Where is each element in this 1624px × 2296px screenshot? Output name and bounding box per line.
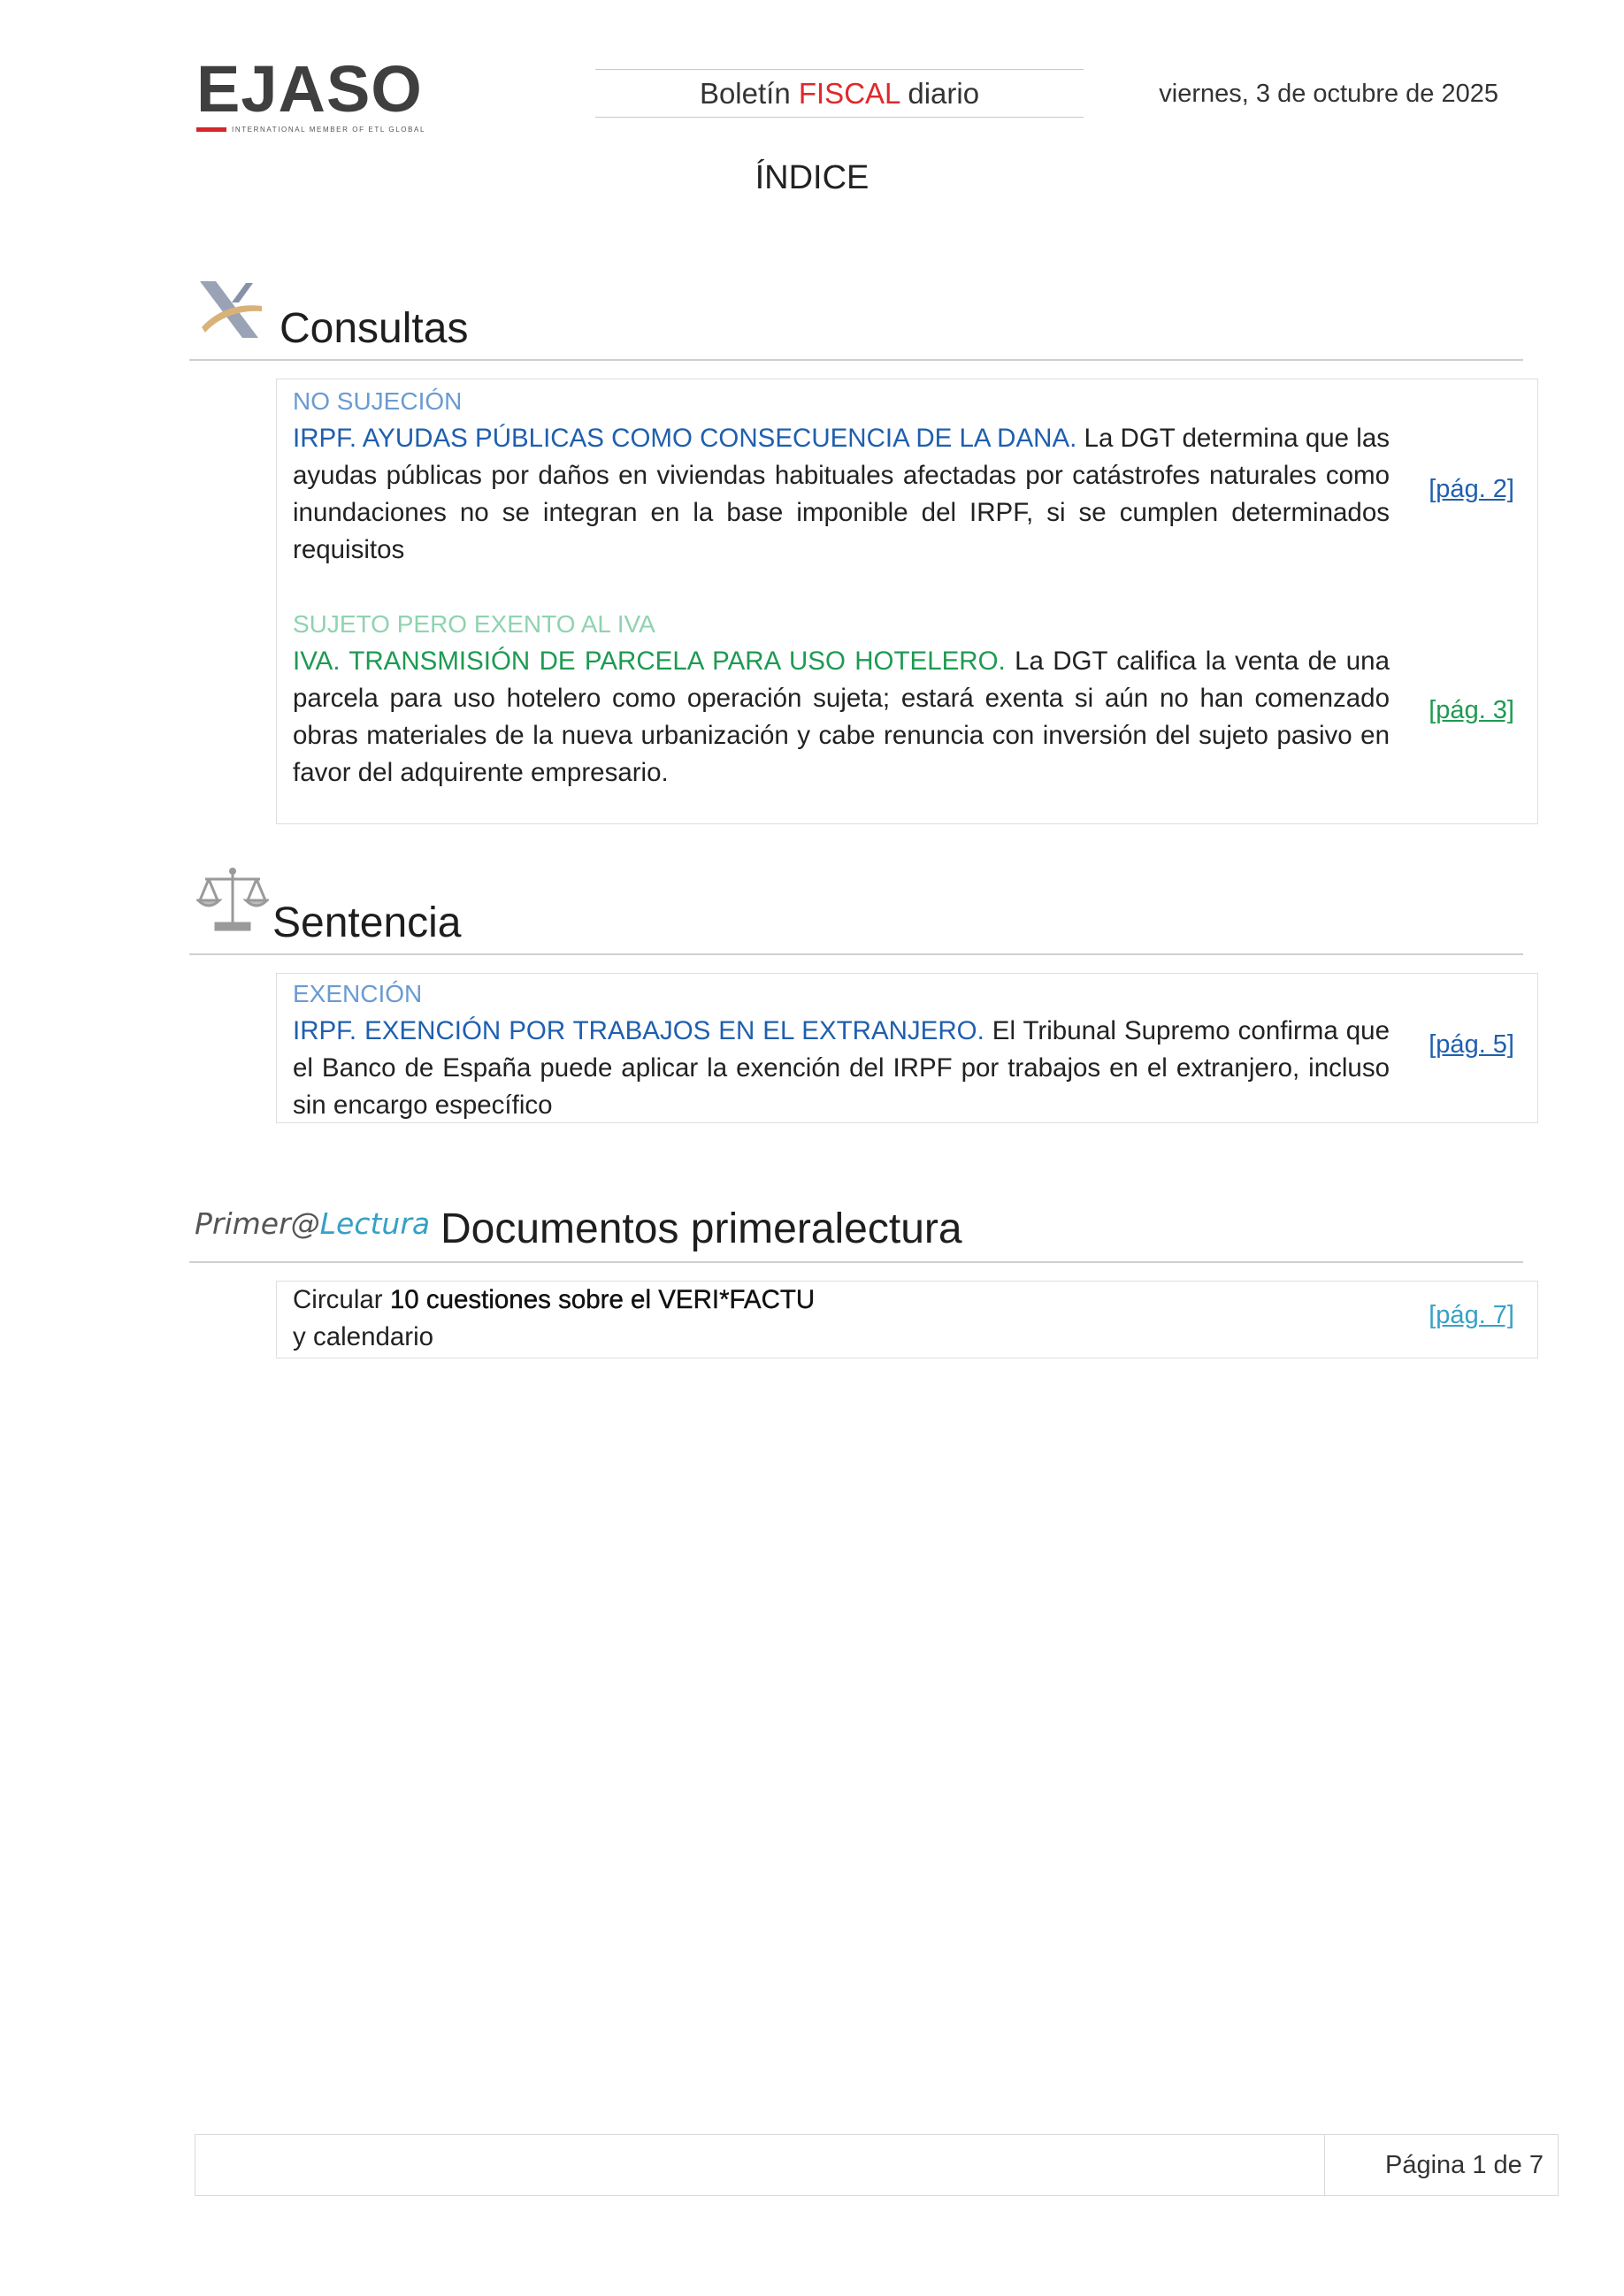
list-item bbox=[293, 976, 1390, 1124]
entry-summary: La DGT califica la venta de una parcela para uso hotelero como operación sujeta; estará exenta si aún no han comenzado obras materiales de la nueva urbanización y cabe renuncia con inversión del sujeto pasivo en favor del adquirente empresario. bbox=[293, 647, 1390, 787]
scales-of-justice-icon bbox=[196, 865, 269, 934]
doc-prefix: Circular bbox=[293, 1285, 390, 1314]
bulletin-prefix: Boletín bbox=[699, 77, 791, 110]
index-title: ÍNDICE bbox=[755, 159, 869, 196]
section-divider bbox=[189, 359, 1523, 361]
entry-text bbox=[293, 643, 1390, 792]
entry-lead: IRPF. EXENCIÓN POR TRABAJOS EN EL EXTRANJERO. bbox=[293, 1016, 984, 1045]
primeralectura-logo bbox=[195, 1206, 430, 1242]
category-label: EXENCIÓN bbox=[293, 980, 423, 1007]
page-link[interactable]: [pág. 3] bbox=[1429, 696, 1514, 724]
bulletin-title bbox=[595, 69, 1084, 118]
section-divider bbox=[189, 1261, 1523, 1263]
brand-prefix: Primer@ bbox=[195, 1206, 320, 1241]
doc-line2: y calendario bbox=[293, 1322, 434, 1351]
section-title-sentencia: Sentencia bbox=[272, 899, 462, 946]
entry-summary: El Tribunal Supremo confirma que el Banco de España puede aplicar la exención del IRPF por trabajos en el extranjero, incluso sin encargo específico bbox=[293, 1016, 1390, 1120]
bulletin-accent: FISCAL bbox=[798, 77, 900, 110]
logo-red-bar bbox=[196, 127, 226, 132]
section-divider bbox=[189, 953, 1523, 955]
list-item bbox=[293, 383, 1390, 569]
entry-lead: IRPF. AYUDAS PÚBLICAS COMO CONSECUENCIA DE LA DANA. bbox=[293, 424, 1077, 453]
section-title-documentos: Documentos primeralectura bbox=[440, 1205, 962, 1252]
page-number: Página 1 de 7 bbox=[1385, 2151, 1544, 2179]
entry-text bbox=[293, 420, 1390, 569]
page-link[interactable]: [pág. 2] bbox=[1429, 475, 1514, 503]
footer-divider bbox=[1324, 2135, 1325, 2195]
logo-tagline: INTERNATIONAL MEMBER OF ETL GLOBAL bbox=[232, 126, 426, 134]
bulletin-suffix: diario bbox=[908, 77, 980, 110]
section-title-consultas: Consultas bbox=[280, 305, 469, 352]
category-label: NO SUJECIÓN bbox=[293, 387, 463, 415]
list-item bbox=[293, 1282, 1390, 1356]
logo-wordmark: EJASO bbox=[196, 52, 423, 126]
tax-agency-logo-icon bbox=[196, 276, 265, 341]
category-label: SUJETO PERO EXENTO AL IVA bbox=[293, 610, 655, 638]
page-link[interactable]: [pág. 7] bbox=[1429, 1301, 1514, 1329]
doc-title: 10 cuestiones sobre el VERI*FACTU bbox=[389, 1285, 816, 1314]
page-link[interactable]: [pág. 5] bbox=[1429, 1030, 1514, 1059]
issue-date: viernes, 3 de octubre de 2025 bbox=[1159, 80, 1498, 108]
entry-summary: La DGT determina que las ayudas públicas por daños en viviendas habituales afectadas por catástrofes naturales como inundaciones no se integran en la base imponible del IRPF, si se cumplen determinados requisitos bbox=[293, 424, 1390, 564]
entry-text bbox=[293, 1013, 1390, 1124]
documentos-box bbox=[276, 1281, 1538, 1358]
list-item bbox=[293, 606, 1390, 792]
entry-lead: IVA. TRANSMISIÓN DE PARCELA PARA USO HOTELERO. bbox=[293, 647, 1006, 676]
brand-suffix: Lectura bbox=[319, 1206, 431, 1241]
ejaso-logo bbox=[196, 52, 428, 134]
sentencia-box bbox=[276, 973, 1538, 1123]
page-footer bbox=[195, 2134, 1559, 2196]
consultas-box bbox=[276, 379, 1538, 824]
entry-text bbox=[293, 1282, 1390, 1319]
